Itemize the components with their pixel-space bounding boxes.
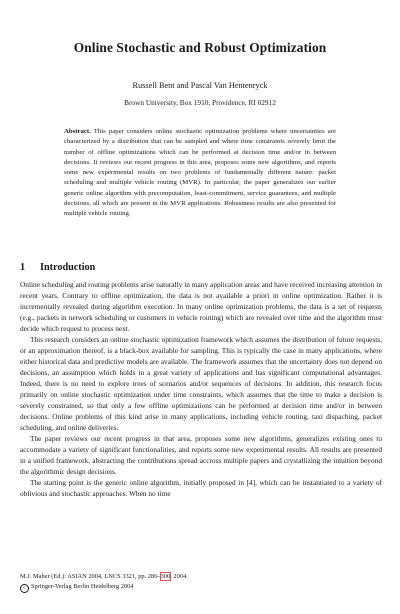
- paper-affiliation: Brown University, Box 1910, Providence, RI 02912: [124, 98, 276, 107]
- section-number: 1: [20, 262, 26, 273]
- copyright-text: Springer-Verlag Berlin Heidelberg 2004: [31, 582, 134, 590]
- section-title: Introduction: [40, 262, 96, 273]
- footnote: [20, 572, 188, 593]
- abstract-label: Abstract.: [64, 128, 91, 135]
- citation-suffix: , 2004.: [170, 573, 188, 580]
- citation-line: [20, 572, 188, 582]
- paper-authors: Russell Bent and Pascal Van Hentenryck: [132, 81, 268, 90]
- citation-text: M.J. Maher (Ed.): ASIAN 2004, LNCS 3321, pp. 286–: [20, 573, 161, 580]
- paragraph: This research considers an online stochastic optimization framework which assumes the distribution of future requests, or an approximation thereof, is a black-box available for sampling. This is typically the case in many applications, where either historical data and predictive models are available. The framework assumes that the uncertainty does not depend on decisions, an assumption which holds in a great variety of applications and has significant computational advantages. Indeed, there is no need to explore trees of scenarios and/or sequences of decisions. In addition, this research focus primarily on online stochastic optimization under time constraints, which assumes that the time to make a decision is severely constrained, so that only a few offline optimizations can be performed at decision time and/or in between decisions. Online problems of this kind arise in many applications, including vehicle routing, taxi dispaching, packet scheduling, and online deliveries.: [20, 335, 382, 432]
- paragraph: Online scheduling and routing problems arise naturally in many application areas and have received increasing attention in recent years. Contrary to offline optimization, the data is not available a priori in online optimization. Rather it is incrementally revealed during algorithm execution. In many online optimization problems, the data is a set of requests (e.g., packets in network scheduling or customers in vehicle routing) which are revealed over time and the algorithm must decide which request to process next.: [20, 280, 382, 333]
- page-link[interactable]: 300: [160, 573, 171, 580]
- body-text: [20, 279, 382, 499]
- section-heading: [20, 262, 95, 273]
- paper-title: Online Stochastic and Robust Optimization: [73, 40, 327, 55]
- paragraph: The paper reviews our recent progress in that area, proposes some new algorithms, generalizes existing ones to accommodate a variety of significant functionalities, and reports some new experimental results. All results are presented in a unified framework, abstracting the contributions spread accross multiple papers and crystallizing the intuition beyond the algorithmic design decisions.: [20, 434, 382, 476]
- copyright-line: [20, 582, 188, 593]
- copyright-icon: c: [20, 584, 29, 593]
- abstract-text: This paper considers online stochastic optimization problems where uncertainties are characterized by a distribution that can be sampled and where time constraints severely limit the number of offline optimizations which can be performed at decision time and/or in between decisions. It reviews our recent progress in this area, proposes some new algorithms, and reports some new experimental results on two problems of fundamentally different nature: packet scheduling and multiple vehicle routing (MVR). In particular, the paper generalizes our earlier generic online algorithm with precomputation, least-commitment, service guarantees, and multiple decisions, all which are present in the MVR applications. Robustness results are also presented for multiple vehicle routing.: [64, 128, 336, 218]
- abstract: [64, 127, 336, 220]
- paragraph: The starting point is the generic online algorithm, initially proposed in [4], which can be instantiated to a variety of oblivious and stochastic approaches. When no time: [20, 478, 382, 498]
